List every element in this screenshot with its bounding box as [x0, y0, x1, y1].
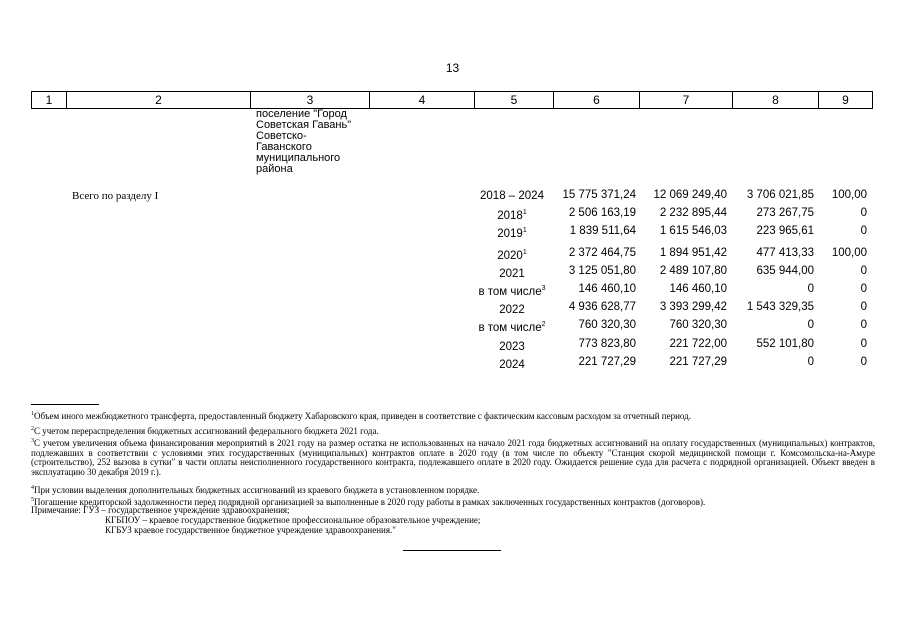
municipality-line: Гаванского: [256, 141, 312, 153]
percent-cell: 0: [860, 225, 867, 237]
total-cell: 1 839 511,64: [569, 225, 636, 237]
percent-cell: 0: [860, 319, 867, 331]
regional-cell: 0: [807, 356, 814, 368]
year-cell: 2018$^1$: [497, 209, 527, 222]
municipality-name: [256, 109, 351, 175]
footnote-separator: [31, 404, 99, 405]
federal-cell: 760 320,30: [669, 319, 727, 331]
section-total-label: Всего по разделу I: [72, 190, 159, 202]
col-header-8: 8: [733, 92, 819, 109]
total-cell: 221 727,29: [578, 356, 636, 368]
total-cell: 2 372 464,75: [568, 247, 636, 259]
col-header-4: 4: [370, 92, 475, 109]
year-cell: в том числе$^3$: [478, 285, 546, 298]
end-rule: [403, 550, 501, 551]
percent-cell: 0: [860, 301, 867, 313]
municipality-line: муниципального: [256, 152, 341, 164]
regional-cell: 0: [807, 319, 814, 331]
total-cell: 146 460,10: [578, 283, 636, 295]
percent-cell: 0: [860, 283, 867, 295]
total-cell: 15 775 371,24: [562, 189, 636, 201]
year-cell: в том числе$^2$: [478, 321, 546, 334]
year-cell: 2022: [499, 303, 525, 316]
regional-cell: 552 101,80: [756, 338, 814, 350]
note-line: КГБПОУ – краевое государственное бюджетное профессиональное образовательное учреждение;: [105, 515, 481, 525]
note-line: Примечание: ГУЗ – государственное учреждение здравоохранения;: [31, 505, 290, 515]
total-cell: 773 823,80: [578, 338, 636, 350]
federal-cell: 3 393 299,42: [659, 301, 727, 313]
col-header-3: 3: [251, 92, 370, 109]
col-header-5: 5: [475, 92, 554, 109]
regional-cell: 3 706 021,85: [746, 189, 814, 201]
percent-cell: 100,00: [831, 247, 867, 259]
percent-cell: 0: [860, 265, 867, 277]
page-number: 13: [445, 61, 460, 75]
municipality-line: района: [256, 163, 293, 175]
federal-cell: 12 069 249,40: [653, 189, 727, 201]
federal-cell: 2 489 107,80: [659, 265, 727, 277]
footnote-2: $^2$С учетом перераспределения бюджетных ассигнований федерального бюджета 2021 года.: [31, 426, 379, 436]
regional-cell: 635 944,00: [756, 265, 814, 277]
year-cell: 2021: [499, 267, 525, 280]
column-number-header: [31, 91, 873, 109]
footnote-3: $^3$С учетом увеличения объема финансирования мероприятий в 2021 году на размер остатка не использованных на начало 2021 года бюджетных ассигнований на оплату государственных (муниципальных) контрактов, подлежавших в соответствии с условиями этих государственных (муниципальных) контрактов оплате в 2020 году (в том числе по объекту "Станция скорой медицинской помощи г. Комсомольска-на-Амуре (строительство), 252 вызова в сутки" в части оплаты неисполненного государственного контракта, подлежавшего оплате в 2020 году. Ожидается решение суда для расчета с подрядной организацией. Объект введен в эксплуатацию 30 декабря 2019 г.).: [31, 438, 875, 477]
note-line: КГБУЗ краевое государственное бюджетное учреждение здравоохранения.": [105, 525, 396, 535]
footnote-4: $^4$При условии выделения дополнительных бюджетных ассигнований из краевого бюджета в установленном порядке.: [31, 485, 480, 495]
total-cell: 760 320,30: [578, 319, 636, 331]
year-cell: 2020$^1$: [497, 249, 527, 262]
footnote-1: $^1$Объем иного межбюджетного трансферта, предоставленный бюджету Хабаровского края, приведен в соответствие с фактическим кассовым расходом за отчетный период.: [31, 411, 692, 421]
federal-cell: 2 232 895,44: [659, 207, 727, 219]
footnote-5: $^5$Погашение кредиторской задолженности перед подрядной организацией за выполненные в 2020 году работы в рамках заключенных государственных контрактов (договоров).: [31, 497, 706, 507]
total-cell: 3 125 051,80: [568, 265, 636, 277]
federal-cell: 1 615 546,03: [659, 225, 727, 237]
col-header-1: 1: [32, 92, 67, 109]
col-header-9: 9: [819, 92, 873, 109]
year-cell: 2018 – 2024: [480, 189, 544, 202]
federal-cell: 221 727,29: [669, 356, 727, 368]
col-header-6: 6: [554, 92, 640, 109]
regional-cell: 477 413,33: [756, 247, 814, 259]
total-cell: 2 506 163,19: [568, 207, 636, 219]
percent-cell: 0: [860, 356, 867, 368]
percent-cell: 0: [860, 338, 867, 350]
municipality-line: Советская Гавань": [256, 119, 352, 131]
regional-cell: 1 543 329,35: [746, 301, 814, 313]
year-cell: 2024: [499, 358, 525, 371]
municipality-line: Советско-: [256, 130, 307, 142]
year-cell: 2019$^1$: [497, 227, 527, 240]
regional-cell: 273 267,75: [756, 207, 814, 219]
regional-cell: 0: [807, 283, 814, 295]
regional-cell: 223 965,61: [756, 225, 814, 237]
year-cell: 2023: [499, 340, 525, 353]
percent-cell: 100,00: [831, 189, 867, 201]
percent-cell: 0: [860, 207, 867, 219]
federal-cell: 221 722,00: [669, 338, 727, 350]
federal-cell: 146 460,10: [669, 283, 727, 295]
federal-cell: 1 894 951,42: [659, 247, 727, 259]
col-header-2: 2: [67, 92, 251, 109]
total-cell: 4 936 628,77: [568, 301, 636, 313]
municipality-line: поселение "Город: [256, 108, 347, 120]
col-header-7: 7: [640, 92, 733, 109]
